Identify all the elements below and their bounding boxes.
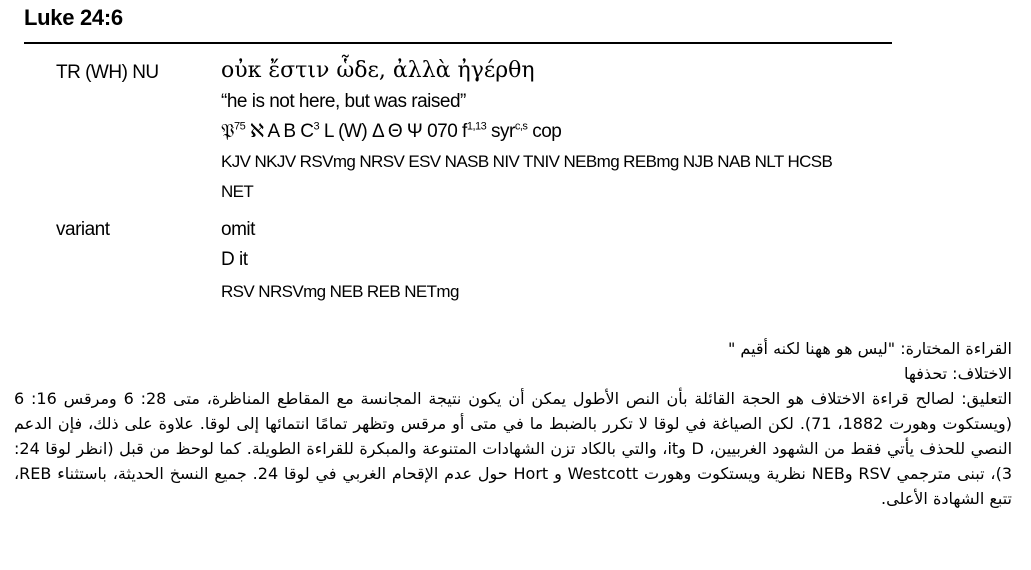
reading-versions-line1: KJV NKJV RSVmg NRSV ESV NASB NIV TNIV NEBmg REBmg NJB NAB NLT HCSB [221,152,833,171]
verse-heading: Luke 24:6 [24,5,123,30]
variant-label: variant [56,219,110,240]
witness-rest: L (W) Δ Θ Ψ 070 f [319,121,467,142]
reading-translation: “he is not here, but was raised” [221,91,466,112]
papyrus-symbol: 𝔓 [221,121,235,142]
corrector-number: 3 [313,120,320,133]
variant-text: omit [221,219,255,240]
witness-cop: cop [527,121,562,142]
reading-label: TR (WH) NU [56,62,159,83]
chosen-reading-line: القراءة المختارة: "ليس هو ههنا لكنه أقيم " [727,339,1012,358]
reading-versions-line2: NET [221,182,254,201]
variant-line: الاختلاف: تحذفها [904,364,1012,383]
heading-rule [24,42,892,44]
greek-text: οὐκ ἔστιν ὧδε, ἀλλὰ ἠγέρθη [221,58,535,83]
variant-witnesses: D it [221,249,248,270]
papyrus-number: 75 [234,120,246,133]
family-number: 1,13 [466,120,487,133]
witness-main: ℵ A B C [245,121,314,142]
witness-syr: syr [486,121,515,142]
variant-versions: RSV NRSVmg NEB REB NETmg [221,282,459,301]
syr-number: c,s [514,120,528,133]
reading-witnesses [221,120,561,143]
arabic-commentary [14,336,1012,511]
commentary-body: التعليق: لصالح قراءة الاختلاف هو الحجة القائلة بأن النص الأطول يمكن أن يكون نتيجة المجانسة مع المقاطع المناظرة، متى 28: 6 ومرقس 16: 6 (ويستكوت وهورت 1882، 71). لكن الصياغة في لوقا لا تكرر بالضبط ما في متى أو مرقس وتظهر تمامًا انتمائها إلى لوقا. علاوة على ذلك، فإن الدعم النصي للحذف يأتي فقط من الشهود الغربيين، D وit، والتي بالكاد تزن الشهادات المتنوعة والمبكرة للقراءة الطويلة. كما لوحظ من قبل (انظر لوقا 24: 3)، تبنى مترجمي RSV وNEB نظرية ويستكوت وهورت Westcott و Hort حول عدم الإقحام الغربي في لوقا 24. جميع النسخ الحديثة، باستثناء REB، تتبع الشهادة الأعلى. [14,389,1013,508]
